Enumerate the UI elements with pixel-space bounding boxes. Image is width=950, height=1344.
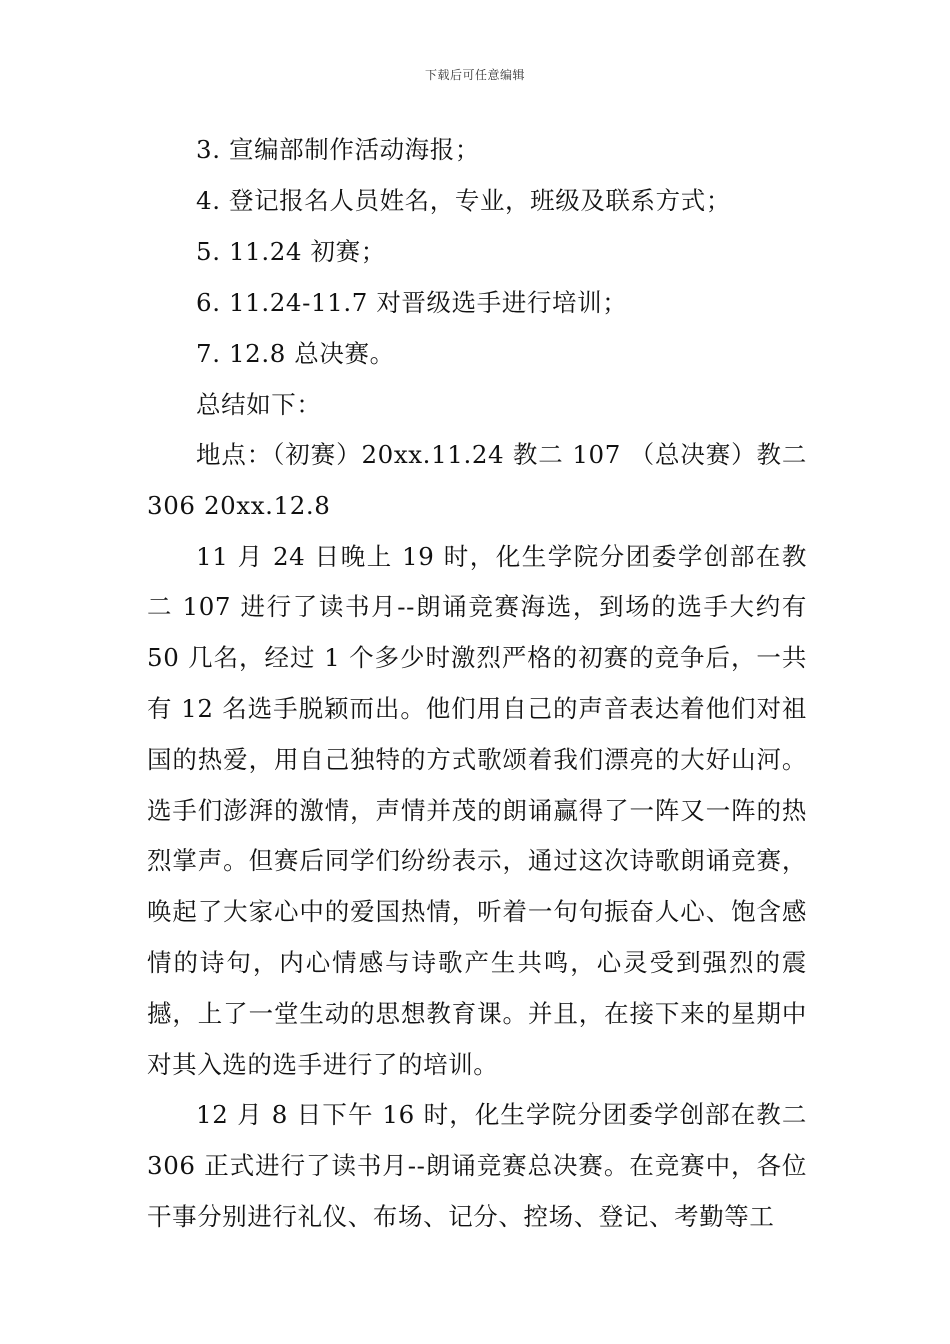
summary-heading: 总结如下： bbox=[196, 390, 322, 419]
page-header: 下载后可任意编辑 bbox=[424, 68, 525, 82]
list-item: 7. 12.8 总决赛。 bbox=[196, 339, 395, 368]
document-body bbox=[147, 124, 807, 1243]
list-item: 5. 11.24 初赛； bbox=[196, 237, 386, 266]
location-paragraph: 地点：（初赛）20xx.11.24 教二 107 （总决赛）教二 306 20xx.12.8 bbox=[147, 440, 807, 520]
body-paragraph: 12 月 8 日下午 16 时，化生学院分团委学创部在教二 306 正式进行了读书月--朗诵竞赛总决赛。在竞赛中，各位干事分别进行礼仪、布场、记分、控场、登记、考勤等工 bbox=[147, 1100, 807, 1231]
body-paragraph: 11 月 24 日晚上 19 时，化生学院分团委学创部在教二 107 进行了读书月--朗诵竞赛海选，到场的选手大约有 50 几名，经过 1 个多少时激烈严格的初赛的竞争后，一共有 12 名选手脱颖而出。他们用自己的声音表达着他们对祖国的热爱，用自己独特的方式歌颂着我们漂亮的大好山河。选手们澎湃的激情，声情并茂的朗诵赢得了一阵又一阵的热烈掌声。但赛后同学们纷纷表示，通过这次诗歌朗诵竞赛，唤起了大家心中的爱国热情，听着一句句振奋人心、饱含感情的诗句，内心情感与诗歌产生共鸣，心灵受到强烈的震撼，上了一堂生动的思想教育课。并且，在接下来的星期中对其入选的选手进行了的培训。 bbox=[147, 541, 807, 1079]
list-item: 3. 宣编部制作活动海报； bbox=[196, 135, 480, 164]
list-item: 4. 登记报名人员姓名，专业，班级及联系方式； bbox=[196, 186, 731, 215]
list-item: 6. 11.24-11.7 对晋级选手进行培训； bbox=[196, 288, 628, 317]
